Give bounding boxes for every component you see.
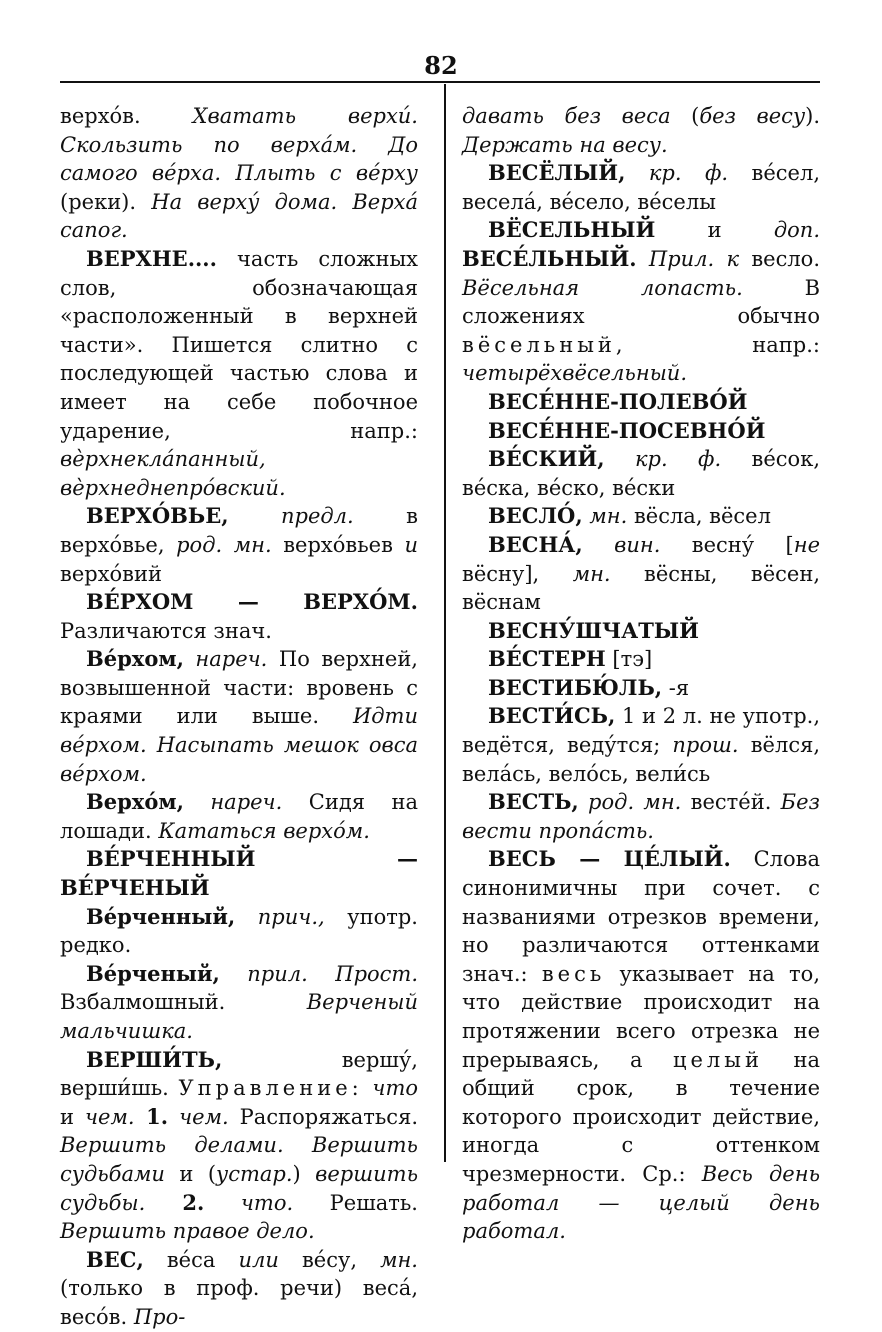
entry-text: вёсну], [462,561,573,586]
entry-text: ВЕ́РЧЕННЫЙ — ВЕ́РЧЕНЫЙ [60,846,418,901]
entry-text: ВЕСНА́, [488,531,583,557]
entry-text: ВЕСТЬ, [488,789,579,815]
entry-text: или [238,1247,279,1272]
entry-text: вин. [582,532,661,557]
dictionary-entry [462,845,820,1245]
entry-text: верхо́вий [60,561,162,586]
entry-text: род. мн. [578,790,682,815]
entry-text: Распоряжаться. [228,1104,418,1129]
entry-text: устар. [216,1161,293,1186]
entry-text: ВЕРХНЕ.... [86,245,217,271]
entry-text: ВЕСТИ́СЬ, [488,703,616,729]
dictionary-entry [462,645,820,674]
entry-text: Решать. [293,1190,418,1215]
entry-text: прил. Прост. [219,961,418,986]
dictionary-entry [462,502,820,531]
entry-text: (только в проф. речи) веса́, весо́в. [60,1276,418,1329]
entry-text: верхо́вьев [271,532,405,557]
entry-text: доп. [773,218,820,243]
entry-text: Ве́рченный, [86,903,236,929]
entry-text: предл. [228,504,354,529]
entry-text: ве́сел, весела́, ве́село, ве́селы [462,161,820,214]
entry-text: Слова синонимичны при сочет. с названиями отрезков времени, но различаются оттенками знач.: [462,847,820,986]
entry-text: мн. [582,504,628,529]
entry-text: весну́ [ [660,532,794,557]
entry-text: ВЕ́РХОМ — ВЕРХО́М. [86,589,418,615]
entry-text: ве́сок, ве́ска, ве́ско, ве́ски [462,447,820,500]
entry-text: [тэ] [605,647,653,672]
entry-text: без весу [699,104,806,128]
dictionary-entry [60,845,418,902]
entry-text: Идти ве́рхом. Насыпать мешок овса ве́рхом. [60,704,418,786]
entry-text: Про- [133,1304,186,1329]
entry-text: 1 и 2 л. не употр., ведётся, веду́тся; [462,704,820,758]
entry-text: , напр.: [615,332,820,357]
dictionary-entry [60,1046,418,1246]
entry-text: ( [670,104,700,128]
entry-text: Ве́рхом, [86,646,184,672]
entry-text: прош. [672,733,739,758]
entry-text: вёсны, вёсен, вёснам [462,561,820,615]
entry-text: чем. [84,1104,135,1129]
entry-text: Весь день работал — целый день работал. [462,1161,820,1244]
entry-text: весь [541,961,606,986]
entry-text: что [362,1076,418,1101]
entry-text: Различаются знач. [60,618,272,643]
dictionary-entry [462,216,820,388]
entry-text: мн. [380,1247,418,1272]
dictionary-entry [60,588,418,645]
entry-text: -я [662,675,690,700]
entry-text: ВЕСЕ́ЛЬНЫЙ. [462,245,637,271]
entry-text: и [404,532,419,557]
dictionary-entry [462,102,820,159]
column-divider [444,84,446,1162]
right-column [462,102,820,1244]
entry-text: Верченый мальчишка. [60,990,418,1043]
entry-text: целый [673,1047,763,1072]
page-number: 82 [424,51,458,80]
entry-text: По верхней, возвышенной части: вровень с краями или выше. [60,647,418,729]
entry-text: Хватать верхи́. Скользить по верха́м. До самого ве́рха. Плыть с ве́рху [60,104,418,186]
entry-text: и [60,1104,85,1129]
dictionary-entry [462,531,820,617]
entry-text: ве́са [143,1247,239,1272]
dictionary-entry [60,245,418,502]
entry-text: и [655,218,774,243]
entry-text: ВЕСЁЛЫЙ, [488,160,626,186]
entry-text: часть сложных слов, обозначающая «расположенный в верхней части». Пишется слитно с последующей частью слова и имеет на себе побочное ударение, напр.: [60,246,418,443]
entry-text: на общий срок, в течение которого происходит действие, иногда с оттенком чрезмерности. Ср.: [462,1047,820,1186]
entry-text: указывает на то, что действие происходит на протяжении всего отрезка не прерываясь, а [462,961,820,1072]
left-column [60,102,419,1329]
entry-text: В сложениях обычно [462,275,820,329]
entry-text: ВЕСНУ́ШЧАТЫЙ [488,617,699,643]
entry-text: ) [292,1161,316,1186]
entry-text: ВЕРШИ́ТЬ, [86,1046,223,1072]
entry-text: вёсельный [462,332,616,357]
entry-text: Взбалмошный. [60,990,307,1015]
entry-text: Сидя на лошади. [60,790,418,843]
entry-text: 1. [134,1103,169,1129]
entry-text: вѐрхнеклáпанный, вѐрхнеднепро́вский. [60,447,286,500]
entry-text: Вершить правое дело. [60,1219,315,1244]
entry-text: кр. ф. [604,447,722,472]
dictionary-entry [462,445,820,502]
entry-text: ве́су, [278,1247,381,1272]
entry-text: вершить судьбы. [60,1161,418,1215]
entry-text: ВЕ́СТЕРН [488,646,606,672]
entry-text: чем. [168,1104,229,1129]
dictionary-entry [60,903,418,960]
entry-text: мн. [572,561,611,586]
entry-text: верхо́в. [60,104,193,128]
entry-text: ВЕ́СКИЙ, [488,446,605,472]
entry-text: ВЕСЛО́, [488,503,583,529]
entry-text: употр. редко. [60,904,418,958]
dictionary-entry [60,645,418,788]
dictionary-entry [462,159,820,216]
header-rule [60,81,820,83]
entry-text: ВЕСЕ́ННЕ-ПОСЕВНО́Й [488,417,766,443]
entry-text: в верхо́вье, [60,504,418,557]
dictionary-entry [462,417,820,446]
entry-text: кр. ф. [625,161,729,186]
entry-text: весло. [739,246,820,271]
entry-text: ВЕСТИБЮ́ЛЬ, [488,674,663,700]
entry-text: ВЁСЕЛЬНЫЙ [488,217,656,243]
dictionary-entry [60,502,418,588]
entry-text: Кататься верхо́м. [158,818,370,843]
dictionary-entry [462,674,820,703]
entry-text: вершу́, верши́шь. [60,1047,418,1101]
dictionary-entry [462,617,820,646]
entry-text: Управление: [178,1076,363,1101]
entry-text: Без вести пропа́сть. [462,790,820,843]
entry-text: Верхо́м, [86,789,184,815]
entry-text: нареч. [183,647,268,672]
entry-text: весте́й. [681,790,781,815]
dictionary-entry [60,102,418,245]
dictionary-entry [462,388,820,417]
entry-text: что. [204,1190,294,1215]
entry-text: и ( [164,1161,217,1186]
dictionary-entry [462,702,820,788]
dictionary-entry [462,788,820,845]
entry-text: четырёхвёсельный. [462,361,688,386]
entry-text: не [793,532,820,557]
entry-text: Вершить делами. Вершить судьбами [60,1133,418,1186]
entry-text: ВЕСЬ — ЦЕ́ЛЫЙ. [488,846,731,872]
entry-text: На верху́ дома. Верха́ сапог. [60,189,418,243]
dictionary-entry [60,1246,418,1332]
entry-text: вёлся, вела́сь, вело́сь, вели́сь [462,733,820,786]
entry-text: прич., [235,904,325,929]
dictionary-entry [60,960,418,1046]
entry-text: ВЕС, [86,1246,144,1272]
entry-text: Ве́рченый, [86,960,220,986]
dictionary-entry [60,788,418,845]
entry-text: (реки). [60,189,152,214]
entry-text: Вёсельная лопасть. [462,275,743,300]
entry-text: нареч. [183,790,283,815]
entry-text: род. мн. [176,532,272,557]
entry-text: 2. [145,1189,205,1215]
entry-text: давать без веса [462,104,671,128]
entry-text: ВЕСЕ́ННЕ-ПОЛЕВО́Й [488,388,748,414]
entry-text: Прил. к [636,246,740,271]
entry-text: ). [805,104,820,128]
entry-text: Держать на весу. [462,132,668,157]
entry-text: ВЕРХО́ВЬЕ, [86,503,229,529]
entry-text: вёсла, вёсел [627,504,771,529]
